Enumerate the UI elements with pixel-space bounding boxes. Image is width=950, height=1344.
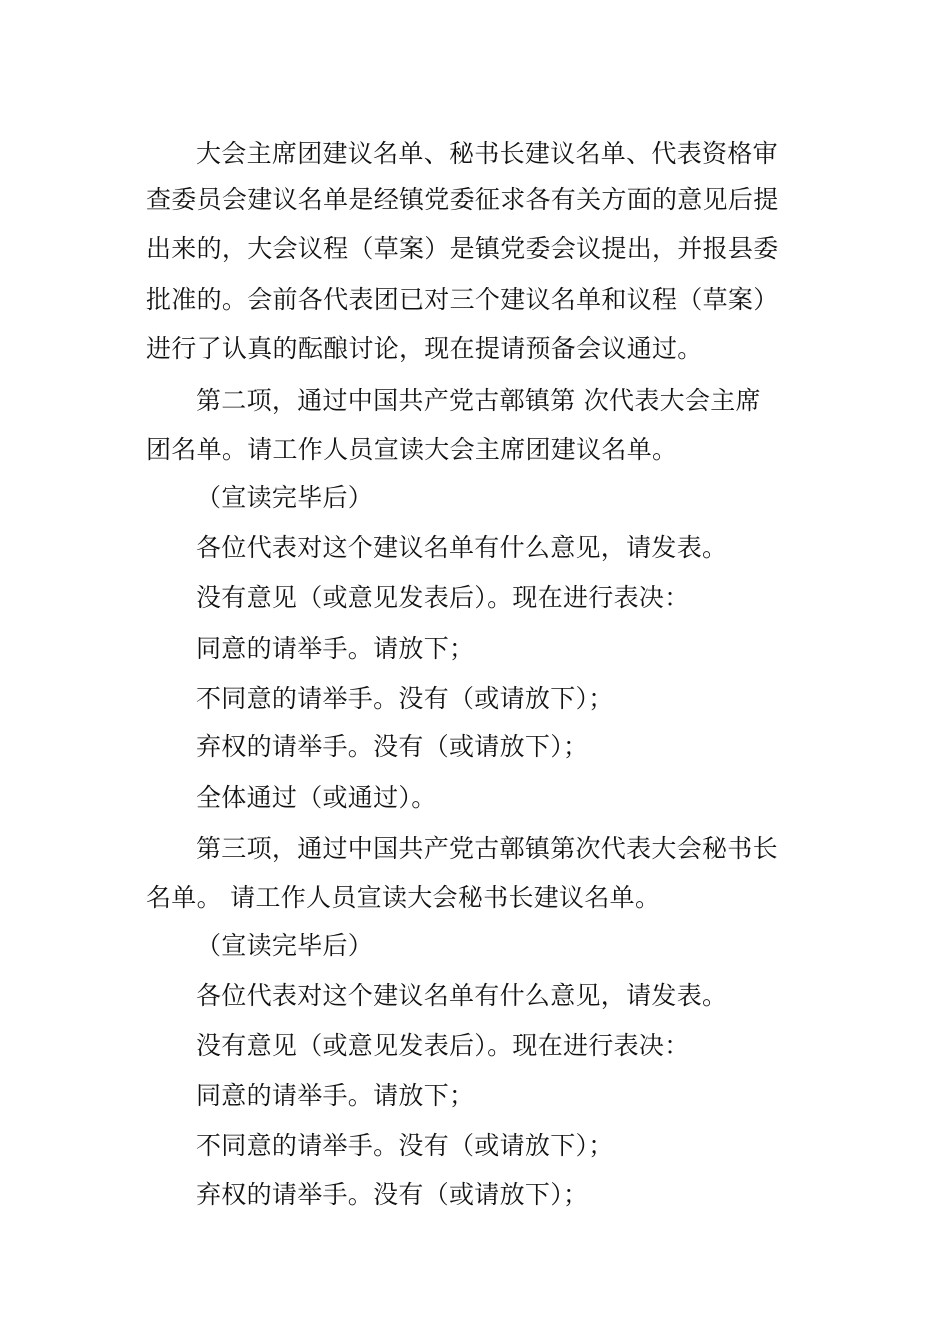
paragraph-line: 不同意的请举手。没有（或请放下）； bbox=[196, 684, 614, 713]
paragraph-line: 进行了认真的酝酿讨论，现在提请预备会议通过。 bbox=[146, 334, 703, 363]
paragraph-line: 批准的。会前各代表团已对三个建议名单和议程（草案） bbox=[146, 285, 779, 314]
paragraph-line: 同意的请举手。请放下； bbox=[196, 634, 475, 663]
paragraph-line: （宣读完毕后） bbox=[196, 931, 374, 960]
paragraph-line: 各位代表对这个建议名单有什么意见，请发表。 bbox=[196, 981, 728, 1010]
paragraph-line: （宣读完毕后） bbox=[196, 483, 374, 512]
paragraph-line: 第二项，通过中国共产党古鄣镇第 次代表大会主席 bbox=[196, 386, 761, 415]
paragraph-line: 查委员会建议名单是经镇党委征求各有关方面的意见后提 bbox=[146, 185, 779, 214]
paragraph-line: 没有意见（或意见发表后）。现在进行表决： bbox=[196, 1031, 690, 1060]
paragraph-line: 第三项，通过中国共产党古鄣镇第次代表大会秘书长 bbox=[196, 834, 778, 863]
paragraph-line: 名单。 请工作人员宣读大会秘书长建议名单。 bbox=[146, 883, 661, 912]
paragraph-line: 不同意的请举手。没有（或请放下）； bbox=[196, 1131, 614, 1160]
paragraph-line: 出来的，大会议程（草案）是镇党委会议提出，并报县委 bbox=[146, 234, 779, 263]
paragraph-line: 各位代表对这个建议名单有什么意见，请发表。 bbox=[196, 533, 728, 562]
paragraph-line: 全体通过（或通过）。 bbox=[196, 783, 437, 812]
paragraph-line: 弃权的请举手。没有（或请放下）； bbox=[196, 732, 589, 761]
paragraph-line: 团名单。请工作人员宣读大会主席团建议名单。 bbox=[146, 435, 678, 464]
paragraph-line: 同意的请举手。请放下； bbox=[196, 1081, 475, 1110]
paragraph-line: 弃权的请举手。没有（或请放下）； bbox=[196, 1180, 589, 1209]
paragraph-line: 大会主席团建议名单、秘书长建议名单、代表资格审 bbox=[196, 139, 778, 168]
paragraph-line: 没有意见（或意见发表后）。现在进行表决： bbox=[196, 583, 690, 612]
